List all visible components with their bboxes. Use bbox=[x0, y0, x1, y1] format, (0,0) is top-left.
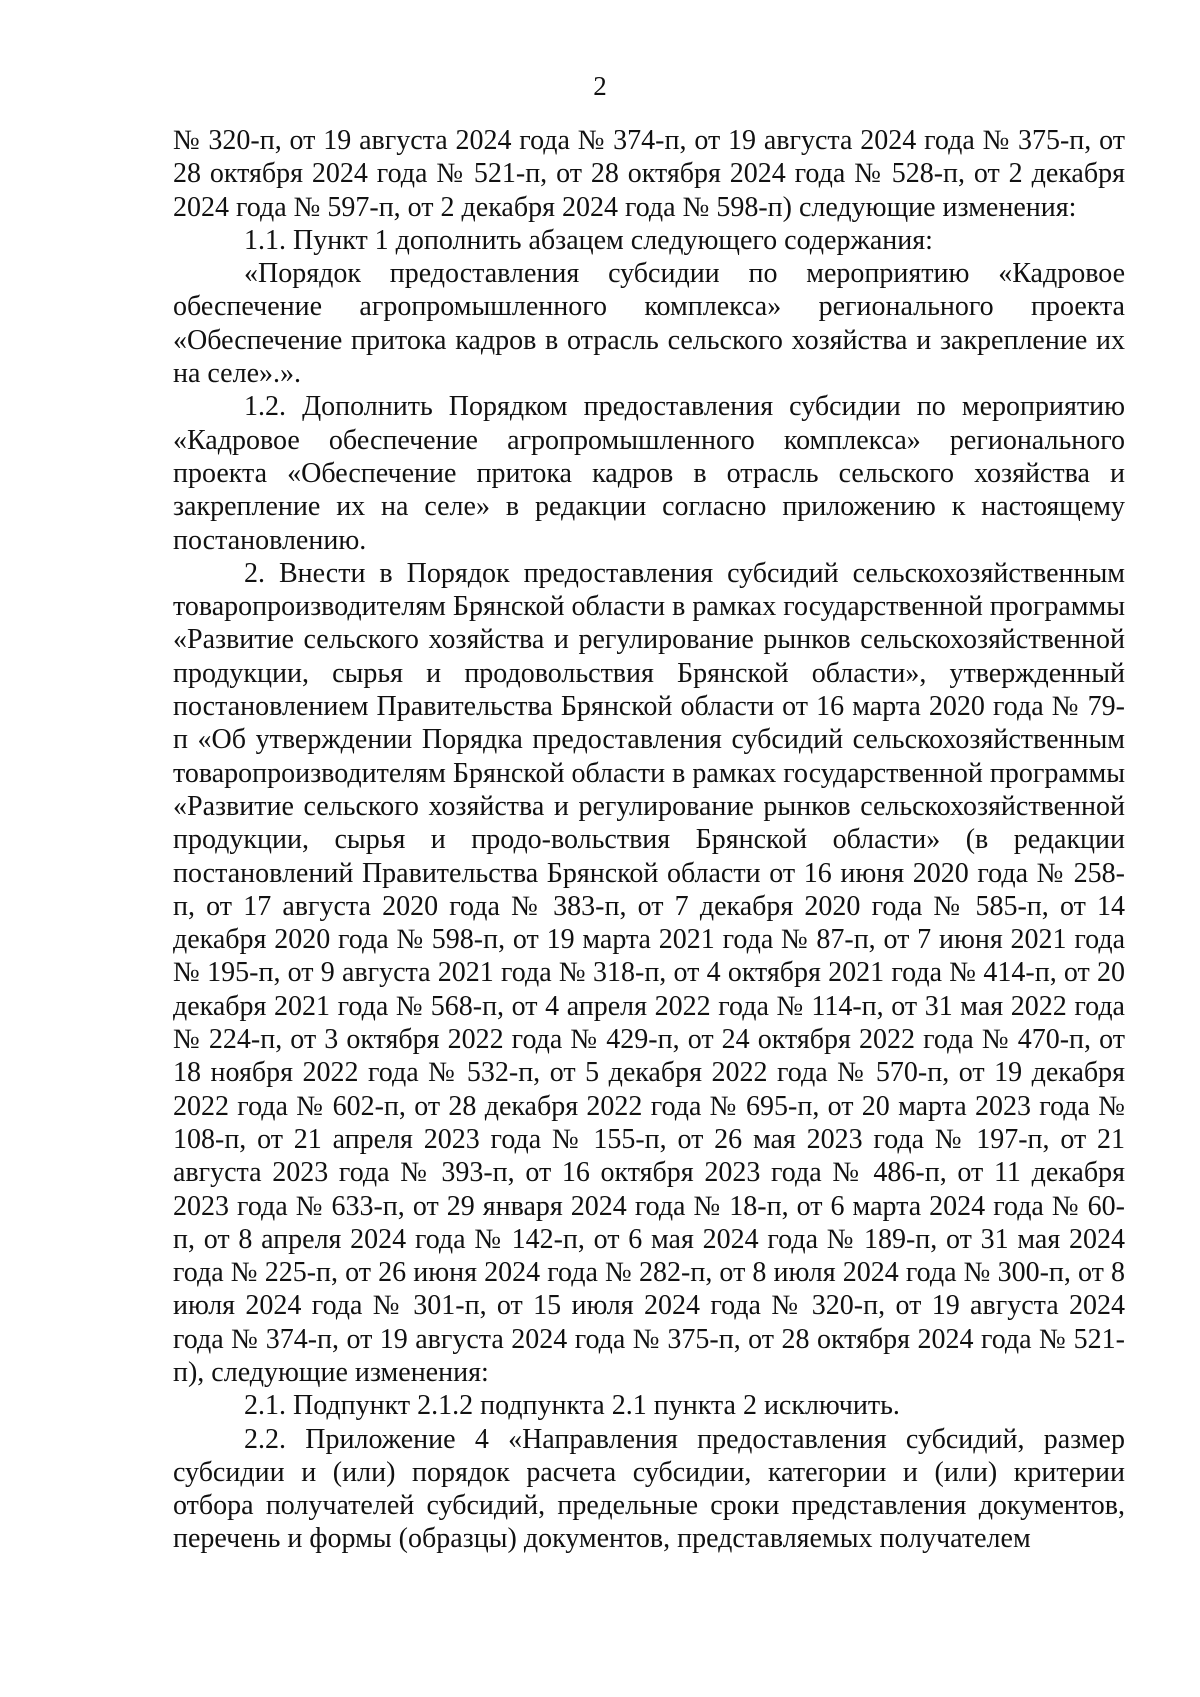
paragraph-1-2: 1.2. Дополнить Порядком предоставления субсидии по мероприятию «Кадровое обеспечение агропромышленного комплекса» регионального проекта «Обеспечение притока кадров в отрасль сельского хозяйства и закрепление их на селе» в редакции согласно приложению к настоящему постановлению. bbox=[173, 391, 1125, 556]
paragraph-2-2: 2.2. Приложение 4 «Направления предоставления субсидий, размер субсидии и (или) порядок расчета субсидии, категории и (или) критерии отбора получателей субсидий, предельные сроки представления документов, перечень и формы (образцы) документов, представляемых получателем bbox=[173, 1423, 1125, 1555]
paragraph-continuation: № 320-п, от 19 августа 2024 года № 374-п, от 19 августа 2024 года № 375-п, от 28 октября 2024 года № 521-п, от 28 октября 2024 года № 528-п, от 2 декабря 2024 года № 597-п, от 2 декабря 2024 года № 598-п) следующие изменения: bbox=[173, 125, 1125, 223]
paragraph-1-1: 1.1. Пункт 1 дополнить абзацем следующего содержания: bbox=[244, 224, 933, 256]
paragraph-quote: «Порядок предоставления субсидии по мероприятию «Кадровое обеспечение агропромышленного комплекса» регионального проекта «Обеспечение притока кадров в отрасль сельского хозяйства и закрепление их на селе».». bbox=[173, 258, 1125, 390]
paragraph-2: 2. Внести в Порядок предоставления субсидий сельскохозяйственным товаропроизводителям Брянской области в рамках государственной программы «Развитие сельского хозяйства и регулирование рынков сельскохозяйственной продукции, сырья и продовольствия Брянской области», утвержденный постановлением Правительства Брянской области от 16 марта 2020 года № 79-п «Об утверждении Порядка предоставления субсидий сельскохозяйственным товаропроизводителям Брянской области в рамках государственной программы «Развитие сельского хозяйства и регулирование рынков сельскохозяйственной продукции, сырья и продо-вольствия Брянской области» (в редакции постановлений Правительства Брянской области от 16 июня 2020 года № 258-п, от 17 августа 2020 года № 383-п, от 7 декабря 2020 года № 585-п, от 14 декабря 2020 года № 598-п, от 19 марта 2021 года № 87-п, от 7 июня 2021 года № 195-п, от 9 августа 2021 года № 318-п, от 4 октября 2021 года № 414-п, от 20 декабря 2021 года № 568-п, от 4 апреля 2022 года № 114-п, от 31 мая 2022 года № 224-п, от 3 октября 2022 года № 429-п, от 24 октября 2022 года № 470-п, от 18 ноября 2022 года № 532-п, от 5 декабря 2022 года № 570-п, от 19 декабря 2022 года № 602-п, от 28 декабря 2022 года № 695-п, от 20 марта 2023 года № 108-п, от 21 апреля 2023 года № 155-п, от 26 мая 2023 года № 197-п, от 21 августа 2023 года № 393-п, от 16 октября 2023 года № 486-п, от 11 декабря 2023 года № 633-п, от 29 января 2024 года № 18-п, от 6 марта 2024 года № 60-п, от 8 апреля 2024 года № 142-п, от 6 мая 2024 года № 189-п, от 31 мая 2024 года № 225-п, от 26 июня 2024 года № 282-п, от 8 июля 2024 года № 300-п, от 8 июля 2024 года № 301-п, от 15 июля 2024 года № 320-п, от 19 августа 2024 года № 374-п, от 19 августа 2024 года № 375-п, от 28 октября 2024 года № 521-п), следующие изменения: bbox=[173, 557, 1125, 1388]
document-body bbox=[173, 124, 1125, 1556]
page-number: 2 bbox=[593, 71, 607, 101]
paragraph-2-1: 2.1. Подпункт 2.1.2 подпункта 2.1 пункта 2 исключить. bbox=[244, 1390, 900, 1422]
